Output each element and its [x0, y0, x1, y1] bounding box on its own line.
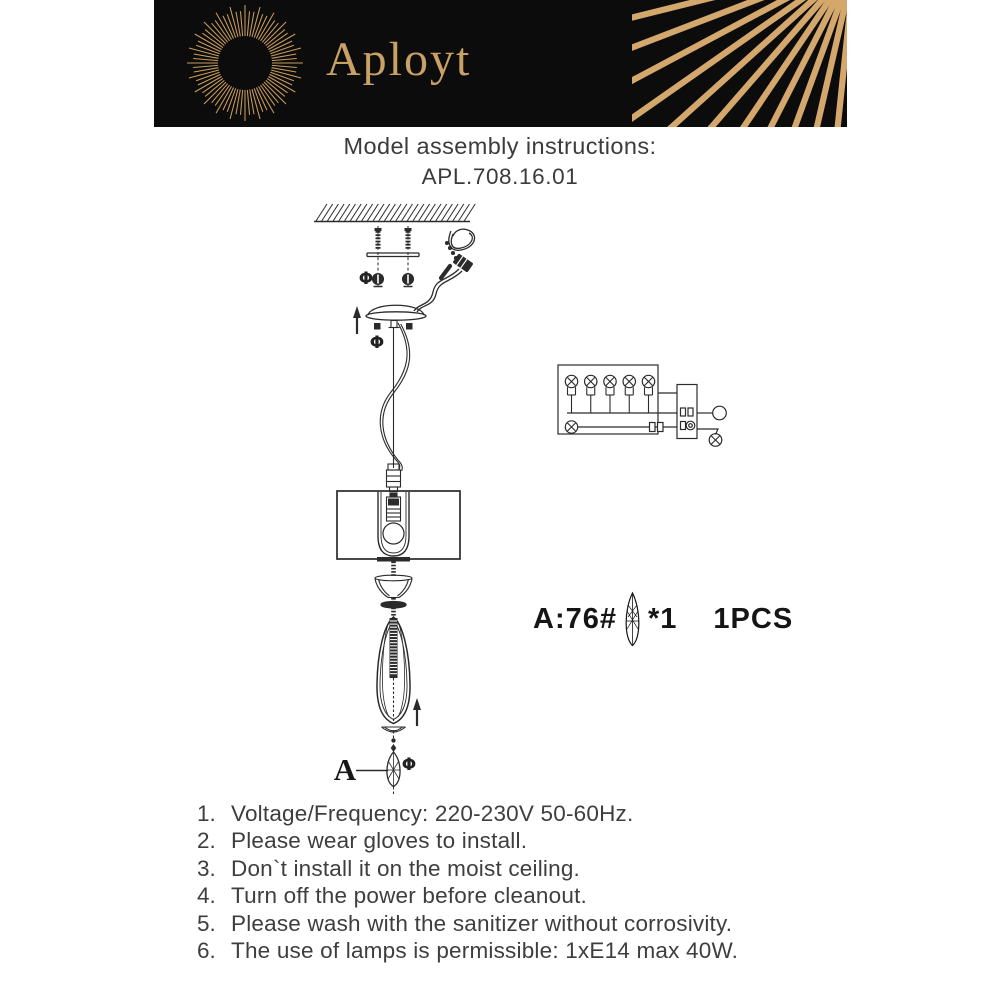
- wiring-diagram: [558, 365, 726, 446]
- crystal-drop: [387, 752, 400, 796]
- light-bulb: [383, 523, 404, 544]
- list-item: [197, 800, 897, 827]
- rotate-symbol: Φ: [369, 333, 385, 353]
- up-arrow-icon: [353, 306, 361, 334]
- item-number: 1.: [197, 801, 216, 826]
- up-arrow-icon: [413, 698, 421, 726]
- washer-disc: [381, 602, 406, 609]
- part-a-label: A: [333, 752, 357, 787]
- part-code: A:76#: [533, 602, 617, 635]
- cord-coupler: [387, 464, 401, 492]
- item-text: Don`t install it on the moist ceiling.: [231, 855, 581, 881]
- screw-dot: [374, 323, 381, 330]
- part-pcs: 1PCS: [713, 602, 794, 635]
- item-text: Please wash with the sanitizer without corrosivity.: [231, 910, 733, 936]
- item-text: The use of lamps is permissible: 1xE14 max 40W.: [231, 938, 739, 964]
- item-number: 5.: [197, 910, 216, 936]
- item-text: Turn off the power before cleanout.: [231, 883, 587, 909]
- list-item: [197, 855, 897, 882]
- rotate-symbol: Φ: [358, 269, 374, 289]
- ceiling-hatch: [314, 204, 475, 222]
- bead: [391, 738, 395, 742]
- model-number: APL.708.16.01: [421, 164, 579, 189]
- mounting-screws: [367, 226, 419, 288]
- parts-line: [533, 590, 793, 648]
- item-number: 6.: [197, 938, 216, 964]
- wire-connector: [414, 229, 475, 312]
- instruction-list: [197, 800, 897, 964]
- list-item: [197, 910, 897, 937]
- list-item: [197, 882, 897, 909]
- list-item: [197, 827, 897, 854]
- mounting-bracket: [367, 253, 419, 257]
- page-title: Model assembly instructions:: [343, 133, 657, 159]
- rotate-symbol: Φ: [401, 755, 417, 775]
- bead: [391, 744, 397, 752]
- crystal-drop-icon: [622, 591, 643, 648]
- item-number: 4.: [197, 883, 216, 909]
- suspension-cord: [380, 323, 409, 471]
- list-item: [197, 937, 897, 964]
- teardrop-pendant: [377, 617, 410, 724]
- item-number: 2.: [197, 828, 216, 854]
- brand-name: Aployt: [326, 33, 472, 86]
- shade-fitting: [377, 557, 410, 562]
- part-a-callout: [334, 752, 388, 787]
- trumpet-bobeche: [375, 575, 412, 597]
- screw-dot: [406, 323, 413, 330]
- item-text: Please wear gloves to install.: [231, 828, 528, 854]
- lamp-socket: [387, 493, 401, 521]
- item-text: Voltage/Frequency: 220-230V 50-60Hz.: [231, 801, 634, 826]
- part-qty: *1: [648, 602, 678, 635]
- switch-circle: [713, 406, 727, 420]
- item-number: 3.: [197, 855, 216, 881]
